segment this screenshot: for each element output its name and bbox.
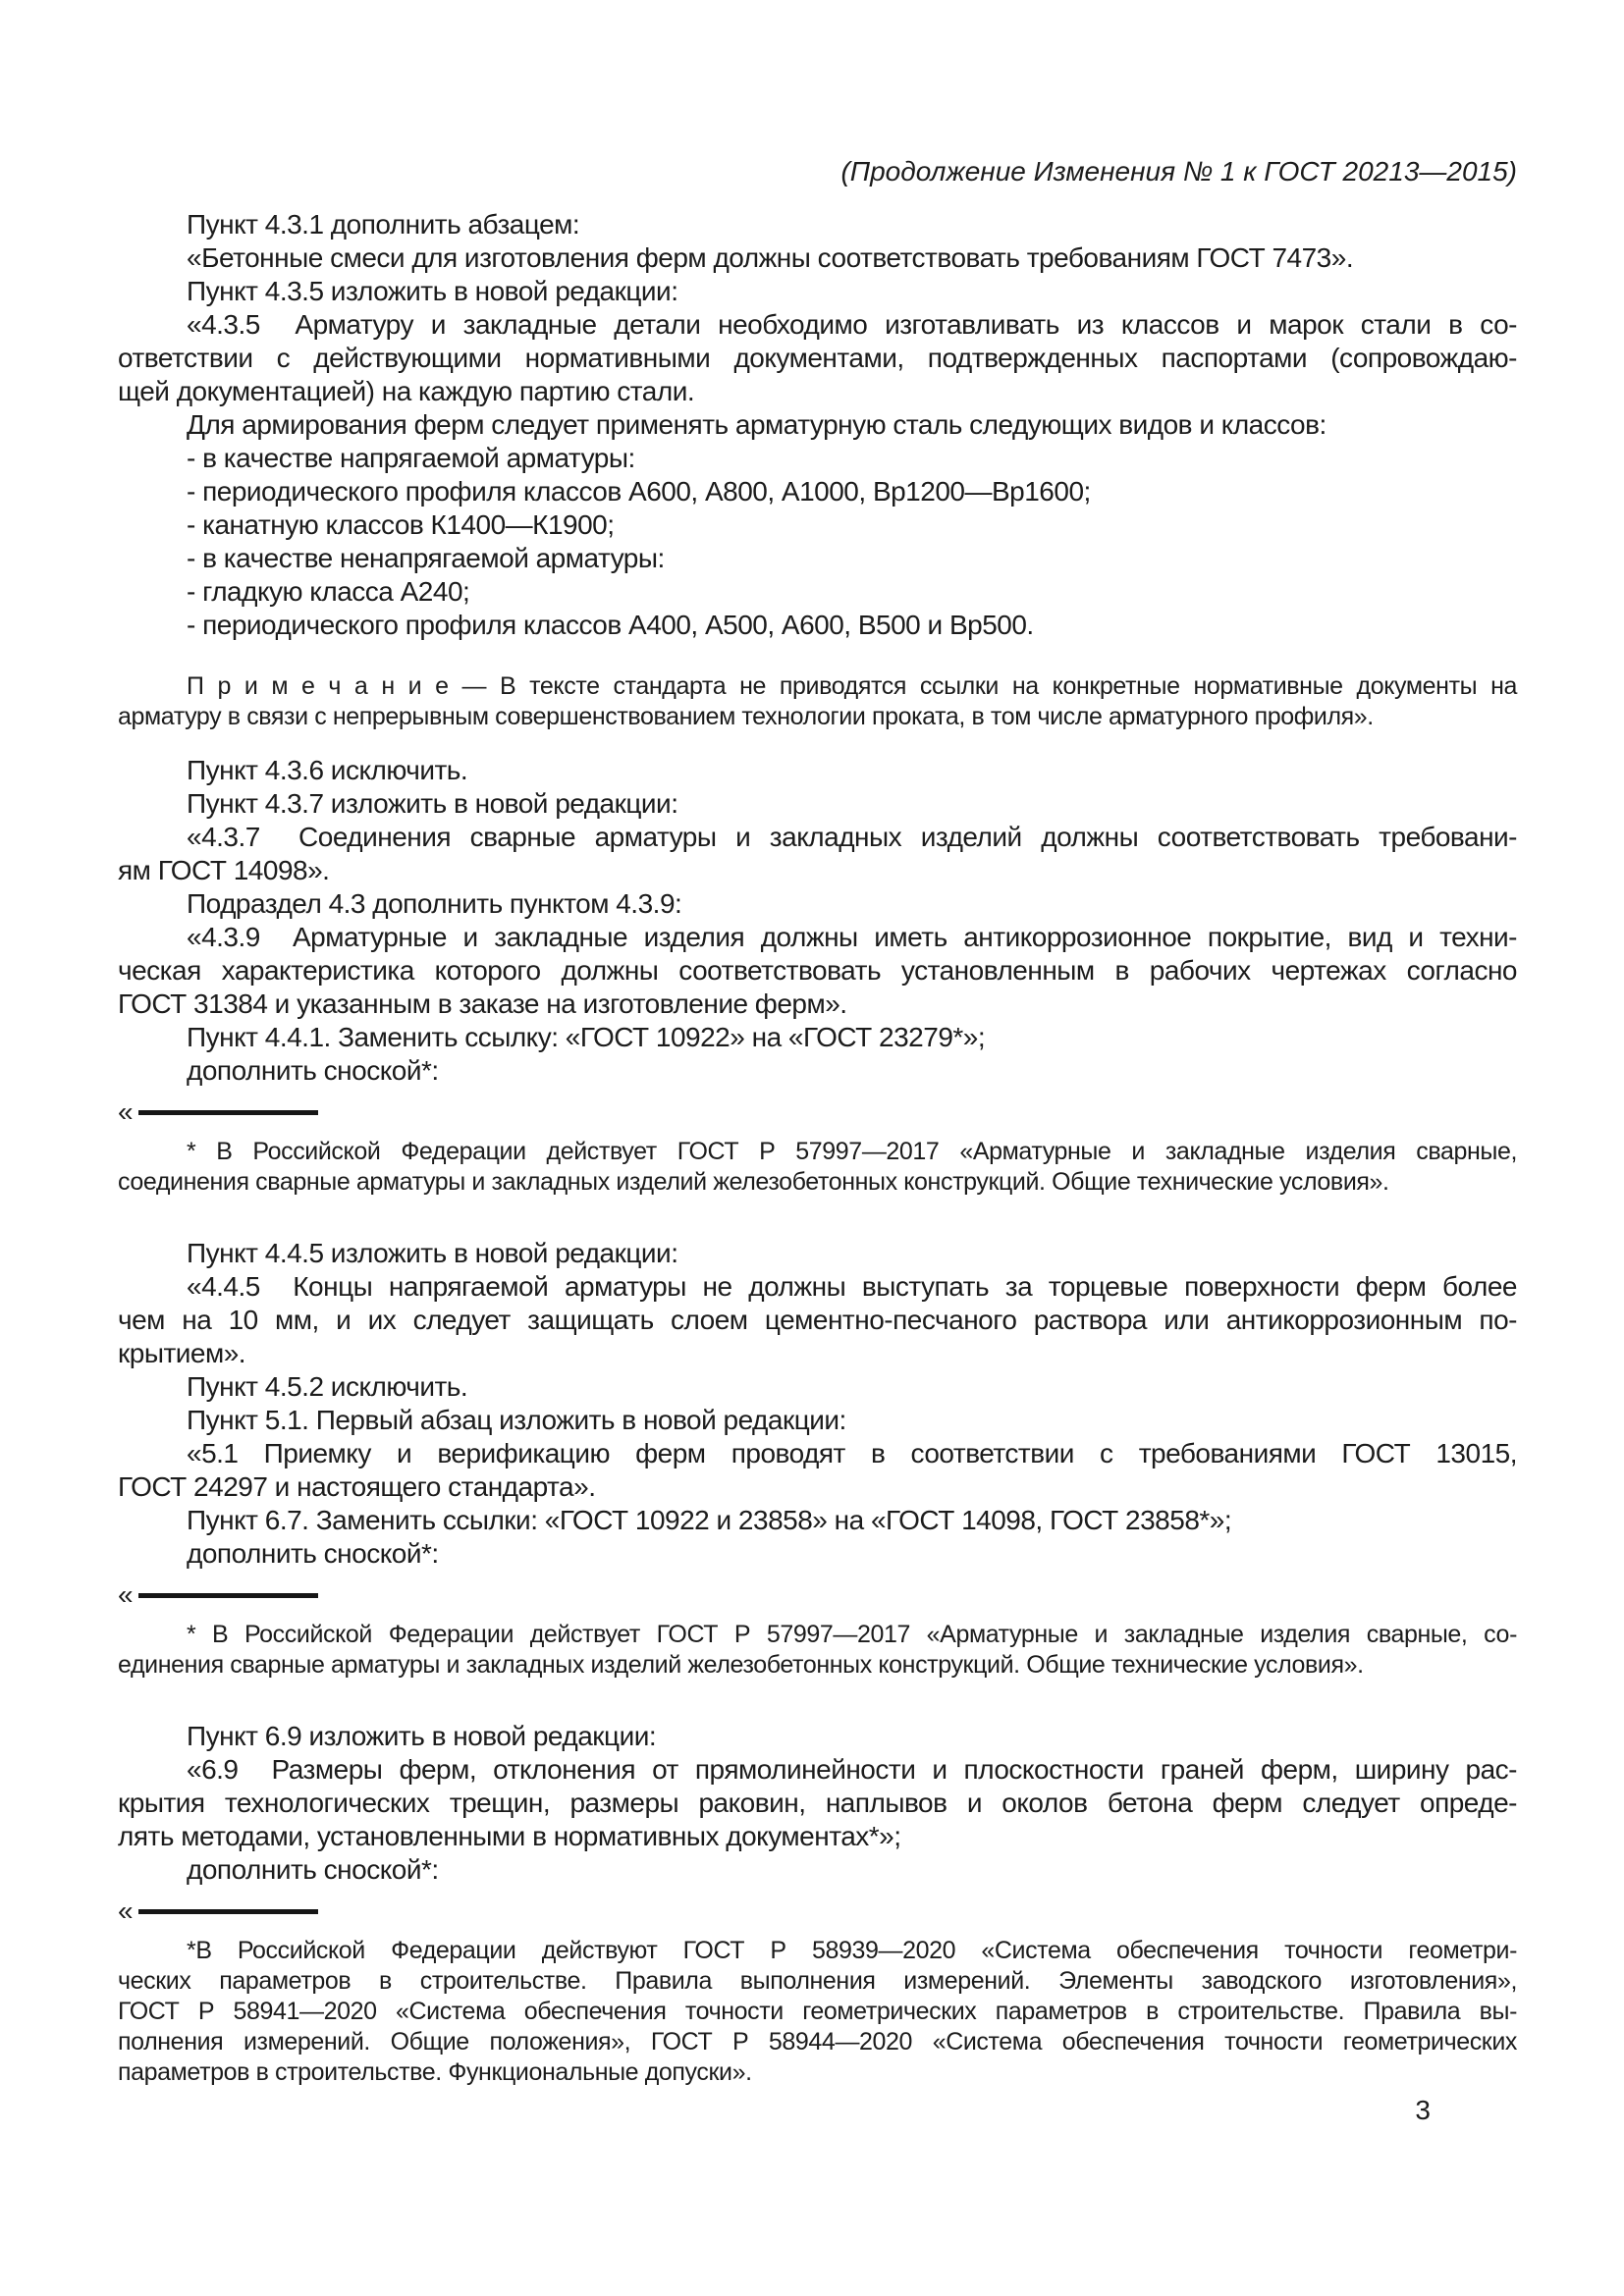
para-block xyxy=(118,1537,1517,1571)
para-block xyxy=(118,542,1517,575)
para-block xyxy=(118,1437,1517,1504)
text-line: *В Российской Федерации действуют ГОСТ Р 58939—2020 «Система обеспечения точности геометри- xyxy=(187,1937,1517,1964)
para-block xyxy=(118,575,1517,609)
text-line: Пункт 6.7. Заменить ссылки: «ГОСТ 10922 и 23858» на «ГОСТ 14098, ГОСТ 23858*»; xyxy=(187,1505,1232,1535)
text-line: П р и м е ч а н и е — В тексте стандарта не приводятся ссылки на конкретные нормативные документы на xyxy=(187,672,1517,700)
footnote-separator xyxy=(118,1896,1517,1926)
guillemet-mark: « xyxy=(118,1896,134,1926)
text-line: ГОСТ 24297 и настоящего стандарта». xyxy=(118,1471,596,1502)
para-block xyxy=(118,609,1517,642)
text-line: крытием». xyxy=(118,1338,246,1368)
para-block xyxy=(118,1504,1517,1537)
footnote-separator xyxy=(118,1096,1517,1127)
text-line: - периодического профиля классов А600, А800, А1000, Вр1200—Вр1600; xyxy=(187,476,1091,507)
footnote-rule xyxy=(138,1909,318,1914)
text-line: Пункт 4.3.6 исключить. xyxy=(187,755,468,785)
text-line: «5.1 Приемку и верификацию ферм проводят в соответствии с требованиями ГОСТ 13015, xyxy=(187,1438,1517,1468)
text-line: Пункт 4.4.1. Заменить ссылку: «ГОСТ 10922» на «ГОСТ 23279*»; xyxy=(187,1022,986,1052)
para-block xyxy=(118,475,1517,508)
text-line: - гладкую класса А240; xyxy=(187,576,470,607)
para-block xyxy=(118,1853,1517,1887)
page-header: (Продолжение Изменения № 1 к ГОСТ 20213—2015) xyxy=(840,156,1517,187)
text-line: Подраздел 4.3 дополнить пунктом 4.3.9: xyxy=(187,888,682,919)
text-line: чем на 10 мм, и их следует защищать слоем цементно-песчаного раствора или антикоррозионным по- xyxy=(118,1305,1517,1335)
para-block xyxy=(118,787,1517,821)
para-block xyxy=(118,754,1517,787)
text-line: ческих параметров в строительстве. Правила выполнения измерений. Элементы заводского изготовления», xyxy=(118,1967,1517,1995)
para-block xyxy=(118,1054,1517,1088)
text-line: ГОСТ Р 58941—2020 «Система обеспечения точности геометрических параметров в строительстве. Правила вы- xyxy=(118,1998,1517,2025)
text-line: - периодического профиля классов А400, А500, А600, В500 и Вр500. xyxy=(187,610,1034,640)
text-line: ческая характеристика которого должны соответствовать установленным в рабочих чертежах согласно xyxy=(118,955,1517,986)
footnote-rule xyxy=(138,1593,318,1598)
para-block xyxy=(118,1021,1517,1054)
text-line: ГОСТ 31384 и указанным в заказе на изготовление ферм». xyxy=(118,988,847,1019)
guillemet-mark: « xyxy=(118,1579,134,1610)
text-line: арматуру в связи с непрерывным совершенствованием технологии проката, в том числе арматурного профиля». xyxy=(118,703,1374,730)
text-line: Пункт 4.3.1 дополнить абзацем: xyxy=(187,209,580,240)
text-line: Пункт 4.3.7 изложить в новой редакции: xyxy=(187,788,678,819)
text-line: Пункт 4.3.5 изложить в новой редакции: xyxy=(187,276,678,306)
text-line: дополнить сноской*: xyxy=(187,1538,439,1569)
para-block xyxy=(118,921,1517,1021)
text-line: «4.3.7 Соединения сварные арматуры и закладных изделий должны соответствовать требовани- xyxy=(187,822,1517,852)
note-block xyxy=(118,671,1517,732)
text-line: лять методами, установленными в нормативных документах*»; xyxy=(118,1821,901,1851)
text-line: - в качестве напрягаемой арматуры: xyxy=(187,443,635,473)
footnote-block xyxy=(118,1936,1517,2088)
footnote-block xyxy=(118,1620,1517,1681)
text-line: Пункт 6.9 изложить в новой редакции: xyxy=(187,1721,657,1751)
text-line: «4.3.5 Арматуру и закладные детали необходимо изготавливать из классов и марок стали в со- xyxy=(187,309,1517,340)
text-line: ям ГОСТ 14098». xyxy=(118,855,330,885)
text-line: Пункт 4.5.2 исключить. xyxy=(187,1371,468,1402)
footnote-rule xyxy=(138,1110,318,1115)
text-line: ответствии с действующими нормативными документами, подтвержденных паспортами (сопровождаю- xyxy=(118,343,1517,373)
text-line: «6.9 Размеры ферм, отклонения от прямолинейности и плоскостности граней ферм, ширину рас- xyxy=(187,1754,1517,1785)
para-block xyxy=(118,1753,1517,1853)
text-line: дополнить сноской*: xyxy=(187,1854,439,1885)
para-block xyxy=(118,887,1517,921)
document-content xyxy=(118,208,1517,2088)
page-number: 3 xyxy=(1415,2095,1431,2125)
text-line: Пункт 4.4.5 изложить в новой редакции: xyxy=(187,1238,678,1268)
text-line: дополнить сноской*: xyxy=(187,1055,439,1086)
text-line: * В Российской Федерации действует ГОСТ Р 57997—2017 «Арматурные и закладные изделия сварные, со- xyxy=(187,1621,1517,1648)
para-block xyxy=(118,1237,1517,1270)
text-line: * В Российской Федерации действует ГОСТ Р 57997—2017 «Арматурные и закладные изделия сварные, xyxy=(187,1138,1517,1165)
para-block xyxy=(118,1270,1517,1370)
text-line: единения сварные арматуры и закладных изделий железобетонных конструкций. Общие технические условия». xyxy=(118,1651,1364,1679)
text-line: «4.4.5 Концы напрягаемой арматуры не должны выступать за торцевые поверхности ферм более xyxy=(187,1271,1517,1302)
para-block xyxy=(118,408,1517,442)
text-line: соединения сварные арматуры и закладных изделий железобетонных конструкций. Общие технические условия». xyxy=(118,1168,1389,1196)
footnote-separator xyxy=(118,1579,1517,1610)
text-line: параметров в строительстве. Функциональные допуски». xyxy=(118,2058,752,2086)
text-line: - канатную классов К1400—К1900; xyxy=(187,509,615,540)
guillemet-mark: « xyxy=(118,1096,134,1127)
para-block xyxy=(118,208,1517,241)
para-block xyxy=(118,275,1517,308)
para-block xyxy=(118,241,1517,275)
para-block xyxy=(118,1404,1517,1437)
para-block xyxy=(118,442,1517,475)
text-line: крытия технологических трещин, размеры раковин, наплывов и околов бетона ферм следует опреде- xyxy=(118,1788,1517,1818)
text-line: «4.3.9 Арматурные и закладные изделия должны иметь антикоррозионное покрытие, вид и техни- xyxy=(187,922,1517,952)
para-block xyxy=(118,508,1517,542)
text-line: Пункт 5.1. Первый абзац изложить в новой редакции: xyxy=(187,1405,846,1435)
para-block xyxy=(118,308,1517,408)
para-block xyxy=(118,821,1517,887)
text-line: щей документацией) на каждую партию стали. xyxy=(118,376,695,406)
text-line: - в качестве ненапрягаемой арматуры: xyxy=(187,543,665,573)
text-line: полнения измерений. Общие положения», ГОСТ Р 58944—2020 «Система обеспечения точности геометрических xyxy=(118,2028,1517,2056)
footnote-block xyxy=(118,1137,1517,1198)
para-block xyxy=(118,1370,1517,1404)
para-block xyxy=(118,1720,1517,1753)
text-line: «Бетонные смеси для изготовления ферм должны соответствовать требованиям ГОСТ 7473». xyxy=(187,242,1354,273)
text-line: Для армирования ферм следует применять арматурную сталь следующих видов и классов: xyxy=(187,409,1326,440)
